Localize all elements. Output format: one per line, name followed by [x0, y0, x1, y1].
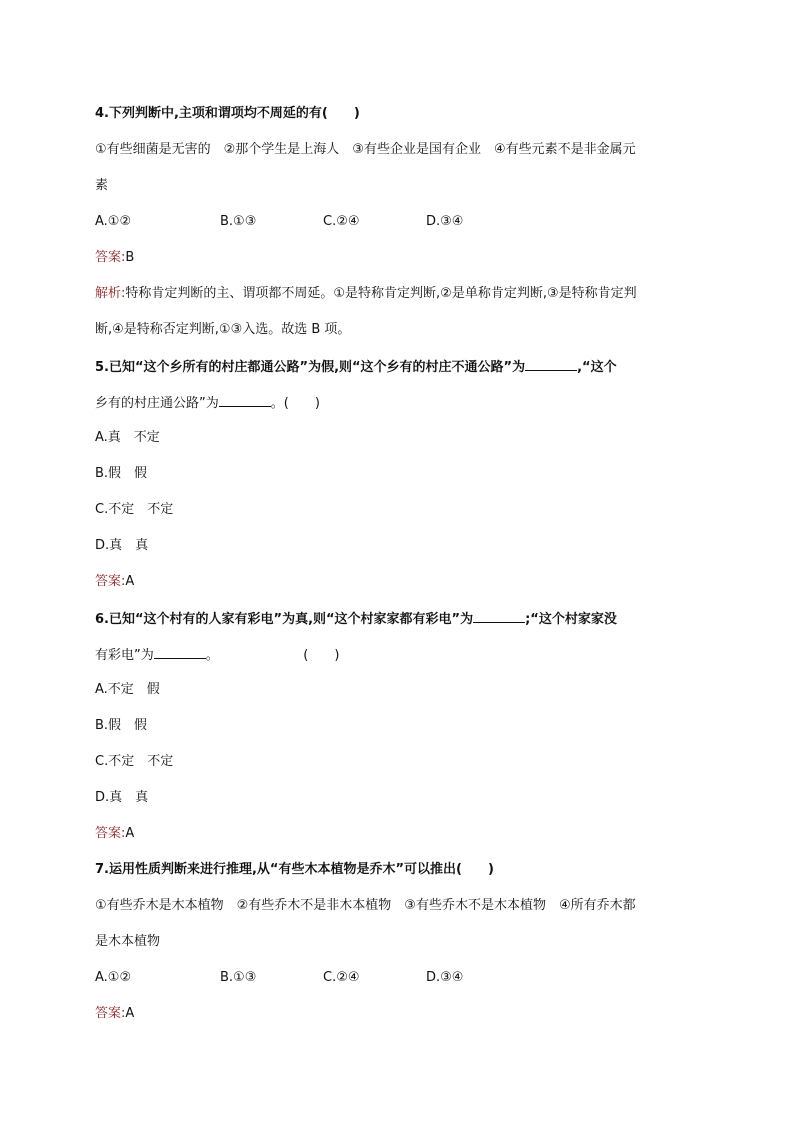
answer-value: A	[125, 1006, 135, 1021]
q4-option-c: C.②④	[323, 214, 360, 229]
q5-stem	[95, 358, 617, 376]
q7-answer	[95, 1006, 134, 1022]
q6-option-d: D.真 真	[95, 790, 149, 805]
q5-stem-text: 5.已知“这个乡所有的村庄都通公路”为假,则“这个乡有的村庄不通公路”为	[95, 360, 526, 375]
q6-stem-text-4: 。 ( )	[205, 648, 340, 663]
q4-items-cont: 素	[95, 178, 109, 193]
q5-option-c: C.不定 不定	[95, 502, 174, 517]
answer-label: 答案:	[95, 574, 126, 589]
q4-option-a: A.①②	[95, 214, 132, 229]
analysis-text: 特称肯定判断的主、谓项都不周延。①是特称肯定判断,②是单称肯定判断,③是特称肯定判	[125, 286, 637, 301]
q7-items: ①有些乔木是木本植物 ②有些乔木不是非木本植物 ③有些乔木不是木本植物 ④所有乔木都	[95, 898, 636, 913]
q6-stem-cont	[95, 646, 339, 664]
q4-option-d: D.③④	[426, 214, 464, 229]
q5-stem-cont	[95, 394, 320, 412]
answer-blank	[473, 610, 525, 623]
q7-stem: 7.运用性质判断来进行推理,从“有些木本植物是乔木”可以推出( )	[95, 862, 494, 877]
answer-label: 答案:	[95, 250, 126, 265]
q4-analysis	[95, 286, 637, 302]
q4-options	[95, 214, 463, 230]
q6-option-c: C.不定 不定	[95, 754, 174, 769]
answer-label: 答案:	[95, 826, 126, 841]
q4-stem: 4.下列判断中,主项和谓项均不周延的有( )	[95, 106, 360, 121]
q6-stem	[95, 610, 617, 628]
analysis-label: 解析:	[95, 286, 126, 301]
q4-option-b: B.①③	[220, 214, 257, 229]
q4-items: ①有些细菌是无害的 ②那个学生是上海人 ③有些企业是国有企业 ④有些元素不是非金属元	[95, 142, 636, 157]
q6-answer	[95, 826, 134, 842]
q4-analysis-cont: 断,④是特称否定判断,①③入选。故选 B 项。	[95, 322, 351, 337]
answer-blank	[219, 394, 271, 407]
q7-items-cont: 是木本植物	[95, 934, 161, 949]
q7-option-d: D.③④	[426, 970, 464, 985]
answer-blank	[525, 358, 577, 371]
answer-blank	[154, 646, 206, 659]
q5-stem-text-2: ,“这个	[577, 360, 617, 375]
answer-value: A	[125, 574, 135, 589]
q7-option-b: B.①③	[220, 970, 257, 985]
q7-option-a: A.①②	[95, 970, 132, 985]
q4-answer	[95, 250, 134, 266]
answer-value: A	[125, 826, 135, 841]
q6-stem-text-2: ;“这个村家家没	[525, 612, 617, 627]
q6-stem-text-3: 有彩电”为	[95, 648, 154, 663]
q6-option-b: B.假 假	[95, 718, 148, 733]
q7-options	[95, 970, 463, 986]
q5-option-b: B.假 假	[95, 466, 148, 481]
q5-stem-text-3: 乡有的村庄通公路”为	[95, 396, 219, 411]
q5-option-a: A.真 不定	[95, 430, 160, 445]
q6-option-a: A.不定 假	[95, 682, 160, 697]
q5-stem-text-4: 。( )	[270, 396, 320, 411]
answer-label: 答案:	[95, 1006, 126, 1021]
answer-value: B	[125, 250, 135, 265]
q5-option-d: D.真 真	[95, 538, 149, 553]
q7-option-c: C.②④	[323, 970, 360, 985]
q6-stem-text: 6.已知“这个村有的人家有彩电”为真,则“这个村家家都有彩电”为	[95, 612, 474, 627]
q5-answer	[95, 574, 134, 590]
